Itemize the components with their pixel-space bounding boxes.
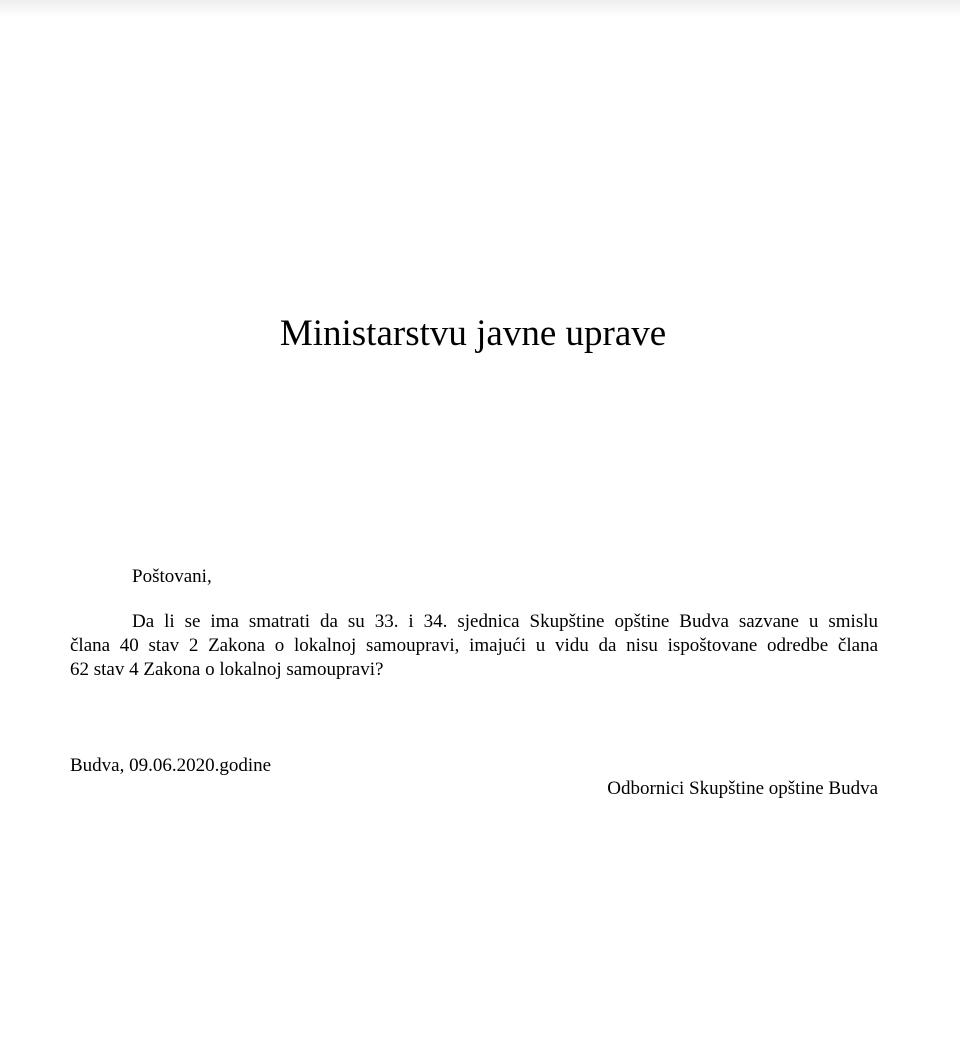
body-line: Da li se ima smatrati da su 33. i 34. sjednica Skupštine opštine Budva sazvane u smislu <box>132 611 878 632</box>
signature: Odbornici Skupštine opštine Budva <box>607 778 878 799</box>
place-and-date: Budva, 09.06.2020.godine <box>70 755 272 776</box>
body-line: člana 40 stav 2 Zakona o lokalnoj samoupravi, imajući u vidu da nisu ispoštovane odredbe člana <box>70 635 878 656</box>
salutation: Poštovani, <box>132 566 212 587</box>
document-title: Ministarstvu javne uprave <box>279 313 667 354</box>
page-top-shadow <box>0 0 960 18</box>
body-paragraph <box>70 610 878 682</box>
body-line: 62 stav 4 Zakona o lokalnoj samoupravi? <box>70 659 384 680</box>
